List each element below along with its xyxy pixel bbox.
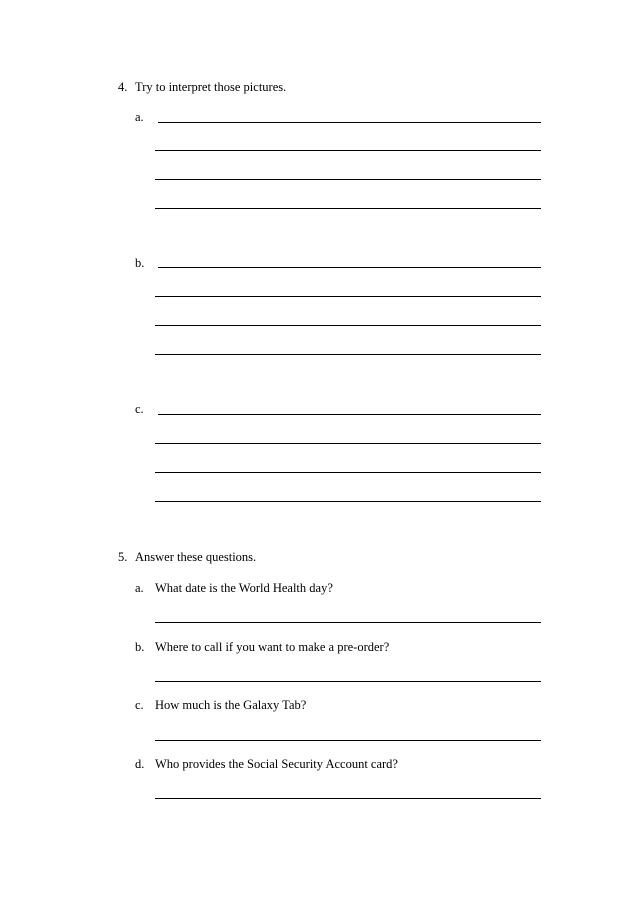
answer-line[interactable] (155, 150, 541, 151)
answer-line[interactable] (155, 622, 541, 623)
answer-line[interactable] (155, 443, 541, 444)
q5-item-d-label: d. (135, 757, 145, 771)
q4-number: 4. (118, 80, 128, 94)
answer-line[interactable] (158, 122, 541, 123)
answer-line[interactable] (155, 296, 541, 297)
answer-line[interactable] (155, 740, 541, 741)
q5-item-d-question: Who provides the Social Security Account card? (155, 757, 398, 771)
answer-line[interactable] (155, 208, 541, 209)
answer-line[interactable] (155, 325, 541, 326)
answer-line[interactable] (158, 267, 541, 268)
q5-number: 5. (118, 550, 128, 564)
q5-item-b-label: b. (135, 640, 145, 654)
answer-line[interactable] (155, 472, 541, 473)
q5-item-b-question: Where to call if you want to make a pre-order? (155, 640, 390, 654)
q4-prompt: Try to interpret those pictures. (135, 80, 287, 94)
answer-line[interactable] (155, 501, 541, 502)
answer-line[interactable] (158, 414, 541, 415)
q5-item-a-question: What date is the World Health day? (155, 581, 333, 595)
q5-item-a-label: a. (135, 581, 144, 595)
q5-item-c-label: c. (135, 698, 144, 712)
q5-prompt: Answer these questions. (135, 550, 257, 564)
q5-item-c-question: How much is the Galaxy Tab? (155, 698, 307, 712)
answer-line[interactable] (155, 681, 541, 682)
answer-line[interactable] (155, 798, 541, 799)
q4-part-c-label: c. (135, 402, 144, 416)
q4-part-a-label: a. (135, 110, 144, 124)
q4-part-b-label: b. (135, 256, 145, 270)
answer-line[interactable] (155, 179, 541, 180)
answer-line[interactable] (155, 354, 541, 355)
